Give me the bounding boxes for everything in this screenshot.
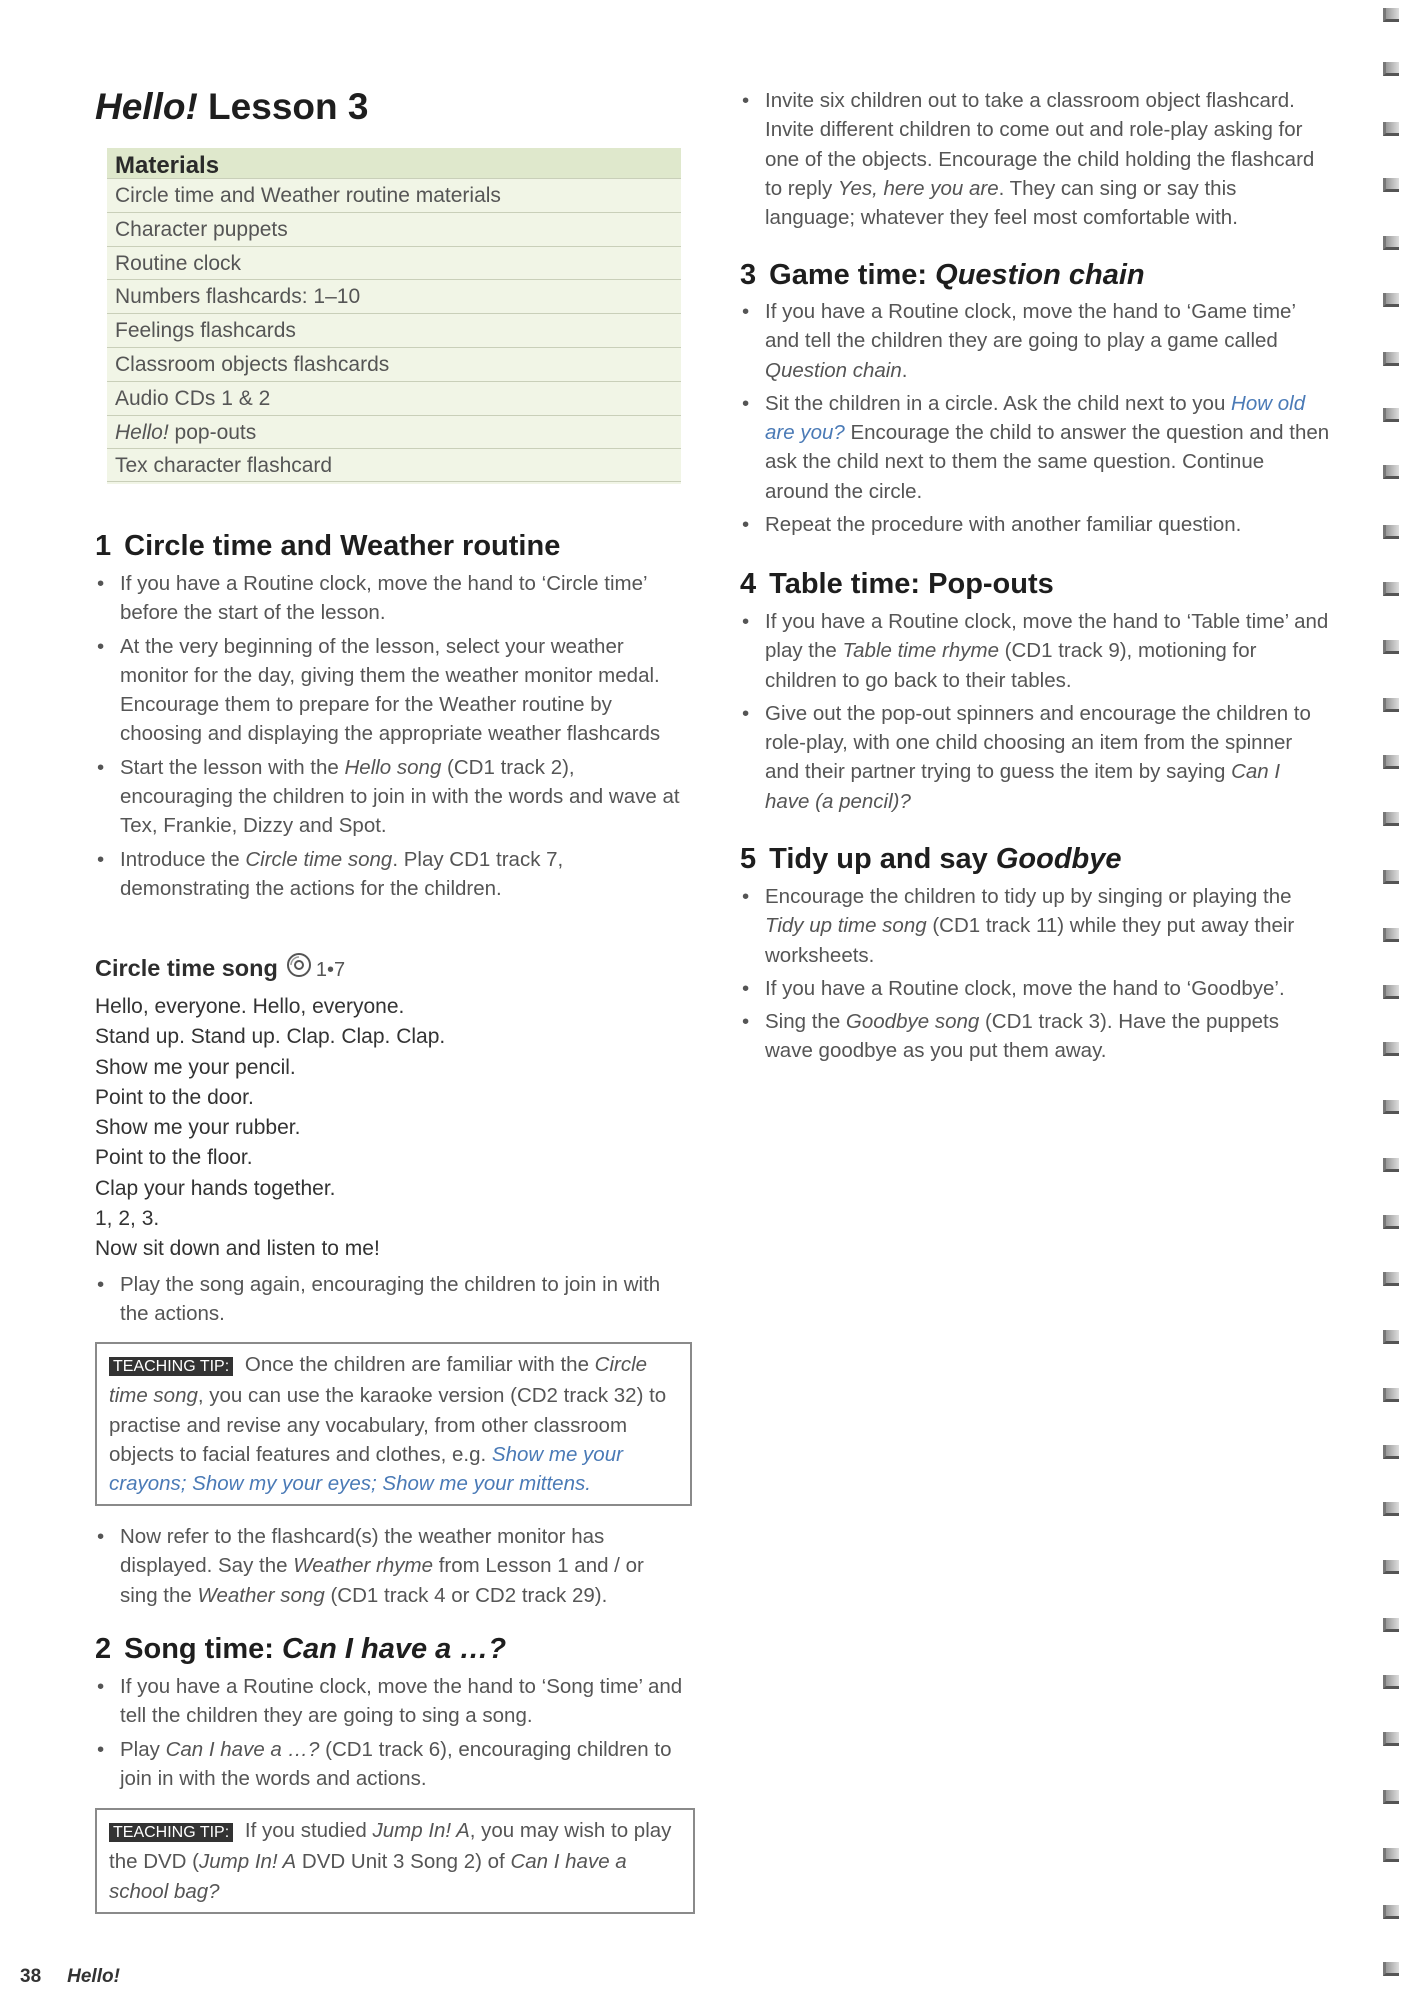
materials-item: Feelings flashcards xyxy=(107,313,681,347)
section-3-bullets xyxy=(740,297,1330,543)
materials-heading: Materials xyxy=(107,148,681,178)
section-5-bullets xyxy=(740,882,1330,1070)
lyric-line: Now sit down and listen to me! xyxy=(95,1237,380,1261)
lyric-line: Clap your hands together. xyxy=(95,1176,336,1200)
materials-item: Tex character flashcard xyxy=(107,448,681,482)
materials-item: Numbers flashcards: 1–10 xyxy=(107,279,681,313)
list-item: • If you have a Routine clock, move the hand to ‘Table time’ and play the Table time rhyme (CD1 track 9), motioning for children to go back to their tables. xyxy=(740,607,1330,695)
song-title: Circle time song 1•7 xyxy=(95,955,345,984)
materials-item: Hello! pop-outs xyxy=(107,415,681,449)
binding-ring xyxy=(1383,698,1399,712)
list-item: • Play Can I have a …? (CD1 track 6), encouraging children to join in with the words and actions. xyxy=(95,1735,685,1794)
binding-ring xyxy=(1383,1618,1399,1632)
list-item: • Play the song again, encouraging the children to join in with the actions. xyxy=(95,1270,685,1329)
section-5-heading: 5 Tidy up and say Goodbye xyxy=(740,843,1122,875)
teaching-tip-badge: TEACHING TIP: xyxy=(109,1823,233,1842)
list-item: • Encourage the children to tidy up by singing or playing the Tidy up time song (CD1 track 11) while they put away their worksheets. xyxy=(740,882,1330,970)
binding-ring xyxy=(1383,1042,1399,1056)
binding-ring xyxy=(1383,1732,1399,1746)
materials-item: Circle time and Weather routine materials xyxy=(107,178,681,212)
section-4-bullets xyxy=(740,607,1330,820)
list-item: • Repeat the procedure with another familiar question. xyxy=(740,510,1330,539)
teaching-tip-badge: TEACHING TIP: xyxy=(109,1357,233,1376)
spiral-binding xyxy=(1378,0,1403,2000)
binding-ring xyxy=(1383,1388,1399,1402)
binding-ring xyxy=(1383,1330,1399,1344)
teaching-tip-box: TEACHING TIP: Once the children are familiar with the Circle time song, you can use the karaoke version (CD2 track 32) to practise and revise any vocabulary, from other classroom objects to facial features and clothes, e.g. Show me your crayons; Show my your eyes; Show me your mittens. xyxy=(95,1342,692,1506)
lyric-line: Show me your rubber. xyxy=(95,1116,301,1140)
binding-ring xyxy=(1383,1848,1399,1862)
binding-ring xyxy=(1383,582,1399,596)
binding-ring xyxy=(1383,1272,1399,1286)
binding-ring xyxy=(1383,755,1399,769)
song-track-number: 1•7 xyxy=(315,959,346,981)
binding-ring xyxy=(1383,122,1399,136)
binding-ring xyxy=(1383,465,1399,479)
binding-ring xyxy=(1383,1215,1399,1229)
binding-ring xyxy=(1383,408,1399,422)
section-1-heading: 1 Circle time and Weather routine xyxy=(95,530,561,562)
binding-ring xyxy=(1383,8,1399,22)
binding-ring xyxy=(1383,640,1399,654)
lyric-line: Hello, everyone. Hello, everyone. xyxy=(95,995,405,1018)
list-item: • Invite six children out to take a classroom object flashcard. Invite different children to come out and role-play asking for one of the objects. Encourage the child holding the flashcard to reply Yes, here you are. They can sing or say this language; whatever they feel most comfortable with. xyxy=(740,86,1330,232)
lyric-line: 1, 2, 3. xyxy=(95,1207,160,1231)
list-item: • Give out the pop-out spinners and encourage the children to role-play, with one child choosing an item from the spinner and their partner trying to guess the item by saying Can I have (a pencil)? xyxy=(740,699,1330,816)
list-item: • Sing the Goodbye song (CD1 track 3). Have the puppets wave goodbye as you put them away. xyxy=(740,1007,1330,1066)
section-2-heading: 2 Song time: Can I have a …? xyxy=(95,1633,507,1665)
list-item: • If you have a Routine clock, move the hand to ‘Goodbye’. xyxy=(740,974,1330,1003)
lyric-line: Show me your pencil. xyxy=(95,1055,296,1079)
weather-bullets xyxy=(95,1522,685,1614)
binding-ring xyxy=(1383,870,1399,884)
list-item: • Sit the children in a circle. Ask the child next to you How old are you? Encourage the child to answer the question and then ask the child next to them the same question. Continue around the circle. xyxy=(740,389,1330,506)
cd-icon xyxy=(286,952,312,984)
binding-ring xyxy=(1383,928,1399,942)
section-1-bullets xyxy=(95,569,685,907)
binding-ring xyxy=(1383,1100,1399,1114)
binding-ring xyxy=(1383,236,1399,250)
binding-ring xyxy=(1383,293,1399,307)
teaching-tip-box: TEACHING TIP: If you studied Jump In! A, you may wish to play the DVD (Jump In! A DVD Unit 3 Song 2) of Can I have a school bag? xyxy=(95,1808,695,1914)
binding-ring xyxy=(1383,1502,1399,1516)
binding-ring xyxy=(1383,985,1399,999)
lesson-title xyxy=(95,86,368,128)
binding-ring xyxy=(1383,178,1399,192)
footer-book-title: Hello! xyxy=(67,1966,120,1987)
binding-ring xyxy=(1383,1445,1399,1459)
materials-box xyxy=(107,148,681,484)
list-item: • Now refer to the flashcard(s) the weather monitor has displayed. Say the Weather rhyme from Lesson 1 and / or sing the Weather song (CD1 track 4 or CD2 track 29). xyxy=(95,1522,685,1610)
page-number: 38 xyxy=(20,1966,42,1987)
binding-ring xyxy=(1383,812,1399,826)
binding-ring xyxy=(1383,525,1399,539)
lyric-line: Stand up. Stand up. Clap. Clap. Clap. xyxy=(95,1025,446,1049)
binding-ring xyxy=(1383,1158,1399,1172)
list-item: • If you have a Routine clock, move the hand to ‘Song time’ and tell the children they are going to sing a song. xyxy=(95,1672,685,1731)
binding-ring xyxy=(1383,1962,1399,1976)
lyric-line: Point to the floor. xyxy=(95,1146,253,1170)
intro-bullets xyxy=(740,86,1330,236)
list-item: • If you have a Routine clock, move the hand to ‘Game time’ and tell the children they are going to play a game called Question chain. xyxy=(740,297,1330,385)
section-2-bullets xyxy=(95,1672,685,1797)
binding-ring xyxy=(1383,1905,1399,1919)
song-after-bullets xyxy=(95,1270,685,1333)
binding-ring xyxy=(1383,1560,1399,1574)
lesson-title-rest: Lesson 3 xyxy=(197,86,369,127)
section-4-heading: 4 Table time: Pop-outs xyxy=(740,568,1054,600)
song-lyrics xyxy=(95,992,445,1265)
section-3-heading: 3 Game time: Question chain xyxy=(740,259,1145,291)
binding-ring xyxy=(1383,352,1399,366)
binding-ring xyxy=(1383,1790,1399,1804)
binding-ring xyxy=(1383,62,1399,76)
list-item: • Start the lesson with the Hello song (CD1 track 2), encouraging the children to join in with the words and wave at Tex, Frankie, Dizzy and Spot. xyxy=(95,753,685,841)
materials-item: Audio CDs 1 & 2 xyxy=(107,381,681,415)
page-footer xyxy=(20,1966,120,1988)
materials-item: Character puppets xyxy=(107,212,681,246)
list-item: • If you have a Routine clock, move the hand to ‘Circle time’ before the start of the lesson. xyxy=(95,569,685,628)
materials-item: Routine clock xyxy=(107,246,681,280)
lesson-title-italic: Hello! xyxy=(95,86,198,127)
list-item: • Introduce the Circle time song. Play CD1 track 7, demonstrating the actions for the children. xyxy=(95,845,685,904)
materials-item: Classroom objects flashcards xyxy=(107,347,681,381)
list-item: • At the very beginning of the lesson, select your weather monitor for the day, giving them the weather monitor medal. Encourage them to prepare for the Weather routine by choosing and displaying the appropriate weather flashcards xyxy=(95,632,685,749)
binding-ring xyxy=(1383,1675,1399,1689)
lyric-line: Point to the door. xyxy=(95,1085,254,1109)
